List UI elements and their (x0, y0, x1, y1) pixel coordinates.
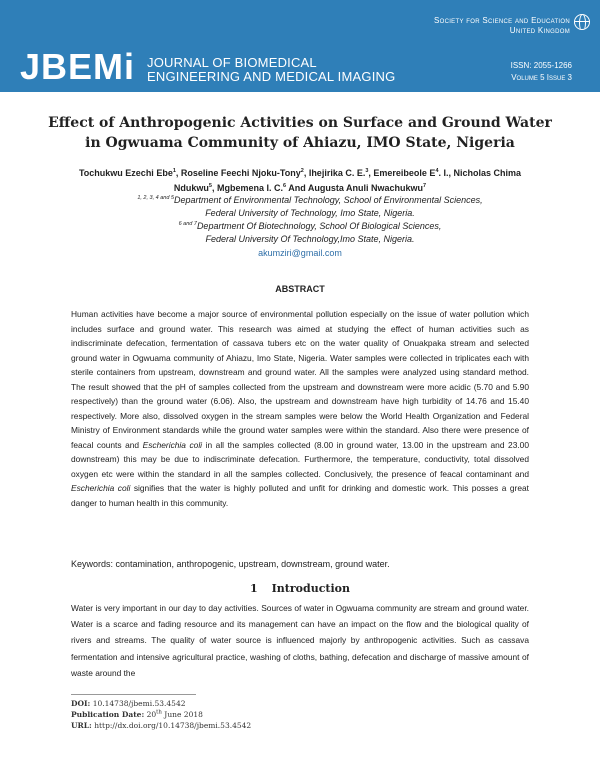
journal-banner (0, 0, 600, 92)
affiliation-text: Federal University Of Technology,Imo State, Nigeria. (205, 234, 415, 244)
doi-line (71, 698, 251, 709)
author: And Augusta Anuli Nwachukwu (286, 183, 424, 193)
date-rest: June 2018 (161, 710, 203, 719)
affiliations (110, 194, 510, 246)
author-sup: 3 (365, 168, 369, 174)
author: , Ihejirika C. E. (303, 168, 366, 178)
society-name (434, 16, 570, 36)
issn: ISSN: 2055-1266 (510, 61, 572, 70)
volume-issue: Volume 5 Issue 3 (511, 73, 572, 82)
abstract-text: in all the samples collected (8.00 in ground water, 13.00 in the upstream and 23.00 downstream) this may be due to indiscriminate defecation. Furthermore, the temperature, conductivity, total dissolved oxygen etc were within the standard in all the samples collected. Conclusively, the presence of feacal contaminant and (71, 439, 529, 479)
author: . I., Nicholas Chima Ndukwu (173, 168, 522, 193)
journal-name (147, 56, 395, 84)
affiliation-text: Department of Environmental Technology, School of Environmental Sciences, (174, 195, 483, 205)
globe-icon (574, 14, 590, 30)
author: , Emereibeole E (368, 168, 436, 178)
author-sup: 7 (423, 183, 427, 189)
society-country: United Kingdom (509, 26, 570, 35)
author-list (60, 166, 540, 196)
abstract-heading: ABSTRACT (275, 284, 325, 294)
date-day: 20 (144, 710, 157, 719)
section-number: 1 (250, 582, 258, 595)
society-line: Society for Science and Education (433, 16, 570, 25)
abstract-text: signifies that the water is highly polluted and unfit for drinking and domestic work. This posses a great danger to human health in this community. (71, 483, 529, 508)
url-label: URL: (71, 721, 92, 730)
introduction-body: Water is very important in our day to day activities. Sources of water in Ogwuama community are stream and ground water. Water is a scarce and fading resource and its management can have an impact on the flow and the biological quality of rivers and streams. The quality of water source is influenced majorly by anthropogenic activities. Such as cassava fermentation and intensive agricultural practice, washing of cloths, bathing, defecation and discharge of massive amount of waste around the (71, 603, 529, 678)
date-label: Publication Date: (71, 710, 145, 719)
footer-divider (71, 694, 196, 695)
affiliation-1 (110, 194, 510, 207)
affiliation-2 (110, 220, 510, 233)
species-name: Escherichia coli (142, 439, 203, 450)
species-name: Escherichia coli (71, 483, 131, 493)
abstract-text: Human activities have become a major source of environmental pollution especially on the issue of water pollution which includes surface and ground water. This research was aimed at studying the effect of human activities such as indiscriminate defecation, fermentation of cassava tubers etc on the water quality of Onuakpaka stream and selected ground water in Ogwuama community of Ahiazu, Imo State, Nigeria. Water samples were collected in triplicates each with sterile containers from upstream, downstream and ground water. All the samples were analyzed using standard method. The result showed that the pH of samples collected from the upstream and downstream were more acidic (5.70 and 5.90 respectively) than the ground water (6.06). Also, the upstream and downstream have high turbidity of 14.76 and 15.40 respectively. More also, dissolved oxygen in the stream samples were below the World Health Organization and Federal Ministry of Environment standards while the ground water samples were within the standard. Also there were presence of feacal counts and (71, 309, 529, 450)
footer-metadata (71, 698, 251, 731)
section-title: Introduction (271, 582, 350, 595)
section-heading (0, 582, 600, 595)
date-line (71, 709, 251, 720)
author-sup: 2 (300, 168, 304, 174)
affiliation-sup: 1, 2, 3, 4 and 5 (137, 195, 175, 201)
journal-name-line1: JOURNAL OF BIOMEDICAL (147, 55, 317, 70)
paper-title (40, 113, 560, 153)
author-email-link[interactable]: akumziri@gmail.com (258, 248, 342, 258)
journal-logo: JBEMi (20, 46, 136, 87)
doi-value: 10.14738/jbemi.53.4542 (90, 699, 186, 708)
issn-block (511, 60, 572, 84)
affiliation-sup: 6 and 7 (178, 221, 197, 227)
journal-name-line2: ENGINEERING AND MEDICAL IMAGING (147, 69, 396, 84)
author: , Roseline Feechi Njoku-Tony (175, 168, 301, 178)
affiliation-text: Department Of Biotechnology, School Of Biological Sciences, (196, 221, 442, 231)
title-line1: Effect of Anthropogenic Activities on Surface and Ground Water (48, 115, 552, 131)
author-sup: 5 (208, 183, 212, 189)
author: Tochukwu Ezechi Ebe (78, 168, 173, 178)
author: , Mgbemena I. C. (211, 183, 283, 193)
url-line (71, 720, 251, 731)
abstract-body (71, 307, 529, 510)
keywords: Keywords: contamination, anthropogenic, upstream, downstream, ground water. (71, 559, 390, 569)
affiliation-text: Federal University of Technology, Imo State, Nigeria. (205, 208, 415, 218)
author-sup: 6 (282, 183, 287, 189)
author-sup: 4 (435, 168, 439, 174)
url-link[interactable]: http://dx.doi.org/10.14738/jbemi.53.4542 (91, 721, 252, 730)
date-sup: th (156, 709, 162, 716)
doi-label: DOI: (71, 699, 91, 708)
title-line2: in Ogwuama Community of Ahiazu, IMO State, Nigeria (85, 135, 515, 151)
author-sup: 1 (172, 168, 176, 174)
